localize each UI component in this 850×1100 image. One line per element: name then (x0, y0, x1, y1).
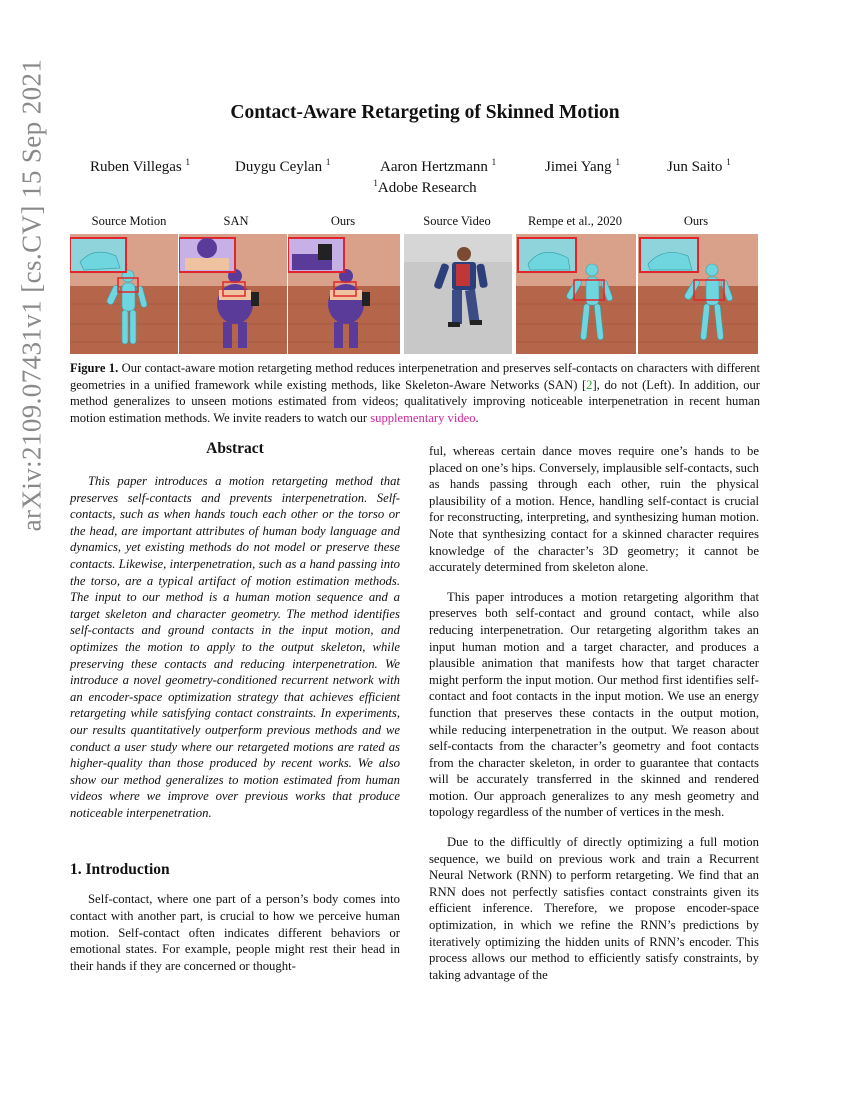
teaser-figure (70, 234, 758, 354)
figure-panel-source-video (404, 234, 512, 354)
abstract-body: This paper introduces a motion retargeting method that preserves self-contacts and prevents interpenetration. Self-contacts, such as when hands touch each other or the torso or the head, are important attributes of human body language and dynamics, yet existing methods do not model or preserve these contacts. Likewise, interpenetration, such as a hand passing into the torso, are a typical artifact of motion estimation methods. The input to our method is a human motion sequence and a target skeleton and character geometry. The method identifies self-contacts and ground contacts in the input motion, and optimizes the motion to apply to the output skeleton, while preserving these contacts and reducing interpenetration. We introduce a novel geometry-conditioned recurrent network with an encoder-space optimization strategy that achieves efficient retargeting while satisfying contact constraints. In experiments, our results quantitatively outperform previous methods and we conduct a user study where our retargeted motions are rated as higher-quality than those produced by recent works. We also show our method generalizes to motion estimated from human videos where we improve over previous works that produce noticeable interpenetration. (70, 474, 400, 820)
figure-label: Ours (683, 214, 709, 228)
figure-label: Source Motion (91, 214, 167, 228)
figure-panel-san (179, 234, 287, 354)
introduction-heading: 1. Introduction (70, 861, 170, 879)
abstract-heading: Abstract (206, 440, 264, 457)
left-column (70, 440, 400, 987)
figure-label: SAN (223, 214, 249, 228)
author-name: Duygu Ceylan $^1$ (235, 157, 331, 175)
affiliation: $^1$Adobe Research (373, 178, 477, 196)
right-column (429, 443, 759, 996)
figure-panel-source-motion (70, 234, 178, 354)
author-name: Jun Saito $^1$ (667, 157, 731, 175)
figure-labels (70, 214, 760, 230)
figure-panel-ours (288, 234, 400, 354)
figure-label: Source Video (423, 214, 491, 228)
paper-title: Contact-Aware Retargeting of Skinned Motion (230, 102, 620, 123)
caption-label: Figure 1. (70, 361, 119, 375)
figure-panel-ours-video (638, 234, 758, 354)
intro-paragraph: Self-contact, where one part of a person’s body comes into contact with another part, is crucial to how we perceive human motion. Self-contact often indicates different behaviors or emotional states. For example, people might rest their head in their hands if they are concerned or thought- (70, 892, 400, 973)
figure-panel-rempe (516, 234, 636, 354)
figure-label: Ours (330, 214, 356, 228)
author-name: Jimei Yang $^1$ (545, 157, 620, 175)
citation-link[interactable]: 2 (586, 377, 593, 392)
figure-label: Rempe et al., 2020 (527, 214, 623, 228)
intro-paragraph-continued: ful, whereas certain dance moves require one’s hands to be placed on one’s hips. Conversely, implausible self-contacts, such as hands passing through each other, ruin the physical plausibility of a motion. Hence, handling self-contact is crucial for reconstructing, interpreting, and synthesizing human motion. Note that synthesizing contact for a skinned character requires knowledge of the character’s 3D geometry; it cannot be accurately determined from skeleton alone. (429, 444, 759, 575)
figure-caption: Figure 1. Our contact-aware motion retargeting method reduces interpenetration and preserves self-contacts on characters with different geometries in a unified framework while existing methods, like Skeleton-Aware Networks (SAN) [2], do not (Left). In addition, our method generalizes to unseen motions estimated from videos; qualitatively improving noticeable interpenetration in recent human motion estimation methods. We invite readers to watch our supplementary video. (70, 361, 760, 425)
intro-paragraph: This paper introduces a motion retargeting algorithm that preserves both self-contact and ground contact, while also reducing interpenetration. Our retargeting algorithm takes an input human motion and a target character, and produces a plausible animation that manifests how that target character might perform the input motion. Our method first identifies self-contact and foot contacts in the input motion. We use an energy function that preserves these contacts in the output motion, while reducing interpenetration in the output. We reason about self-contacts from the character’s geometry and foot contacts from the character skeleton, in order to guarantee that contacts will be accurately transferred in the skinned and rendered motion. Our approach generalizes to any mesh geometry and topology regardless of the number of vertices in the mesh. (429, 589, 759, 820)
intro-paragraph: Due to the difficultly of directly optimizing a full motion sequence, we build on previous work and train a Recurrent Neural Network (RNN) to perform retargeting. We find that an RNN does not perfectly satisfies contact constraints given its efficient inference. Therefore, we propose encoder-space optimization, in which we refine the RNN’s predictions by iteratively optimizing the hidden units of RNN’s encoder. This process allows our method to efficiently satisfy constraints, by taking advantage of the (429, 835, 759, 982)
arxiv-stamp: arXiv:2109.07431v1 [cs.CV] 15 Sep 2021 (16, 58, 47, 532)
supplementary-video-link[interactable]: supplementary video (370, 410, 476, 425)
author-name: Aaron Hertzmann $^1$ (380, 157, 497, 175)
author-name: Ruben Villegas $^1$ (90, 157, 190, 175)
